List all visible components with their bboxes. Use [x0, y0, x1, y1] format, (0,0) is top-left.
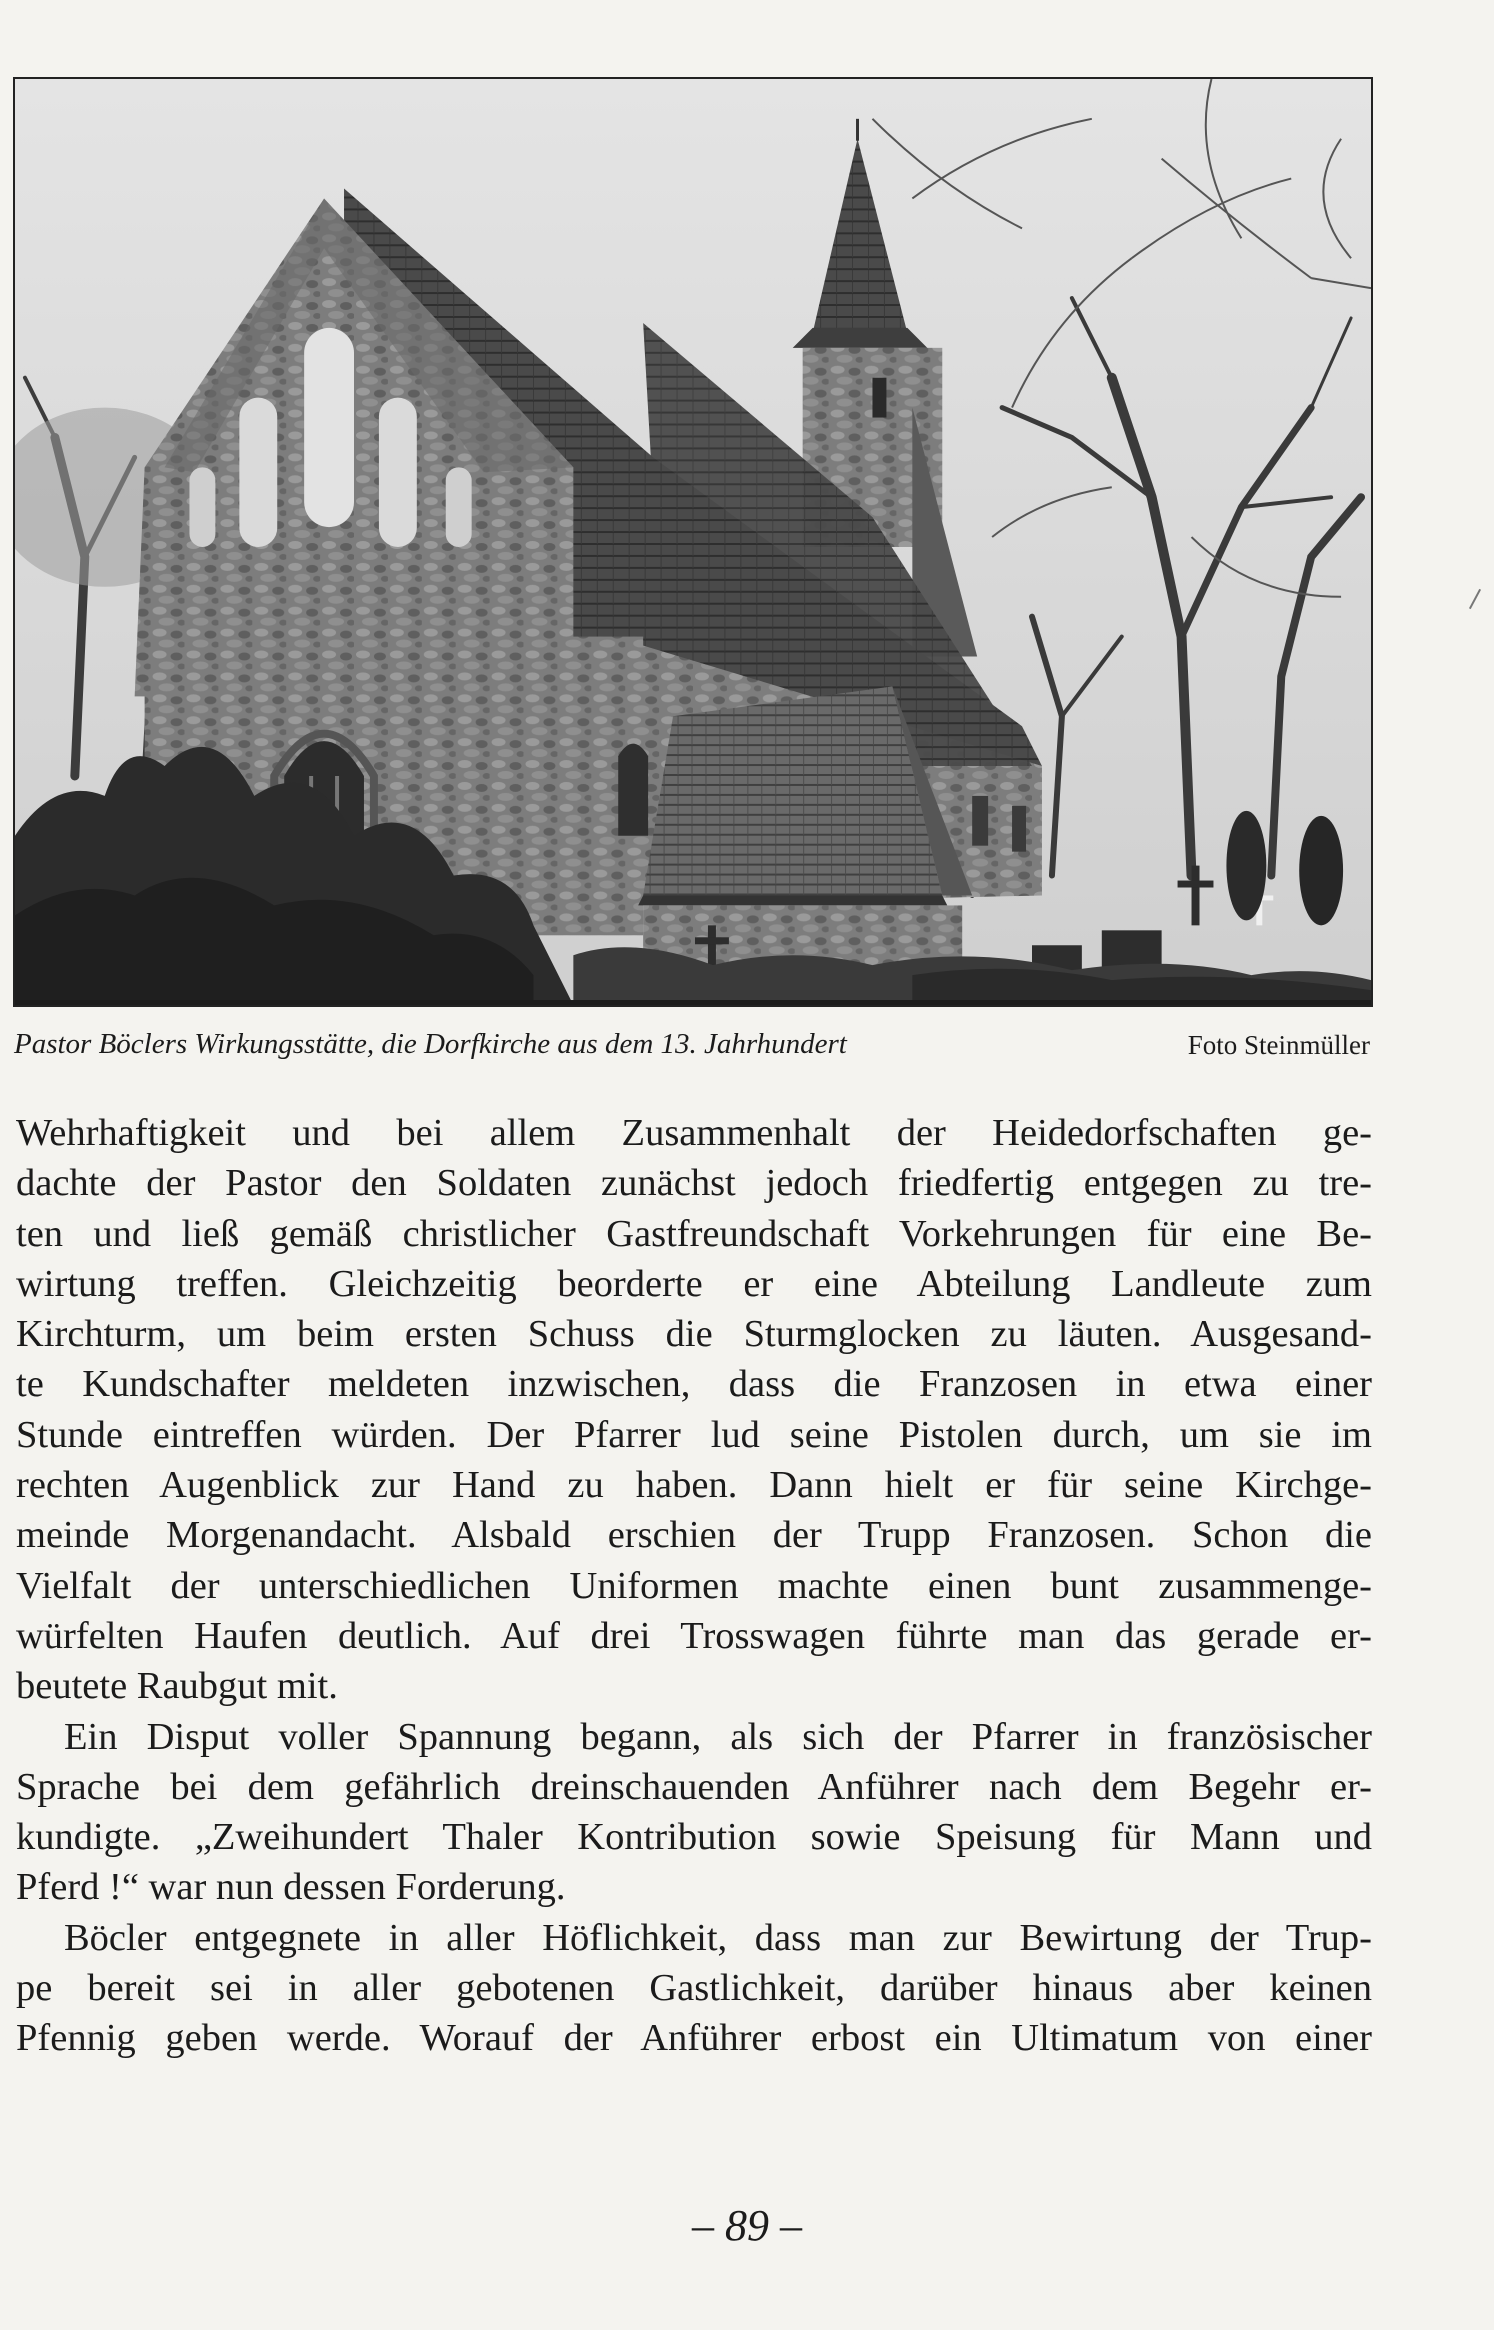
text-line: meinde Morgenandacht. Alsbald erschien der Trupp Franzosen. Schon die [16, 1514, 1372, 1557]
text-line: Ein Disput voller Spannung begann, als sich der Pfarrer in französischer [64, 1715, 1372, 1758]
text-line: Sprache bei dem gefährlich dreinschauenden Anführer nach dem Begehr er- [16, 1765, 1372, 1808]
text-line: pe bereit sei in aller gebotenen Gastlichkeit, darüber hinaus aber keinen [16, 1967, 1372, 2010]
text-line: Pferd !“ war nun dessen Forderung. [16, 1866, 566, 1909]
text-line: Vielfalt der unterschiedlichen Uniformen machte einen bunt zusammenge- [16, 1564, 1372, 1607]
body-text [16, 1108, 1372, 2064]
text-line: rechten Augenblick zur Hand zu haben. Dann hielt er für seine Kirchge- [16, 1464, 1372, 1507]
text-line: würfelten Haufen deutlich. Auf drei Trosswagen führte man das gerade er- [16, 1614, 1372, 1657]
text-line: dachte der Pastor den Soldaten zunächst jedoch friedfertig entgegen zu tre- [16, 1162, 1372, 1205]
page-number: – 89 – [692, 2201, 802, 2250]
scan-mark [1469, 589, 1481, 609]
church-photo [13, 77, 1373, 1007]
text-line: Wehrhaftigkeit und bei allem Zusammenhalt der Heidedorfschaften ge- [16, 1112, 1372, 1154]
text-line: ten und ließ gemäß christlicher Gastfreundschaft Vorkehrungen für eine Be- [16, 1212, 1372, 1255]
text-line: beutete Raubgut mit. [16, 1665, 338, 1708]
text-line: kundigte. „Zweihundert Thaler Kontribution sowie Speisung für Mann und [16, 1816, 1372, 1859]
church-illustration [15, 79, 1371, 1005]
figure-caption [14, 1024, 1372, 1070]
photo-credit: Foto Steinmüller [1187, 1030, 1370, 1060]
text-line: Böcler entgegnete in aller Höflichkeit, dass man zur Bewirtung der Trup- [64, 1916, 1372, 1959]
text-line: wirtung treffen. Gleichzeitig beorderte er eine Abteilung Landleute zum [16, 1262, 1372, 1305]
text-line: Pfennig geben werde. Worauf der Anführer erbost ein Ultimatum von einer [16, 2017, 1372, 2060]
text-line: Stunde eintreffen würden. Der Pfarrer lud seine Pistolen durch, um sie im [16, 1413, 1372, 1456]
text-line: Kirchturm, um beim ersten Schuss die Sturmglocken zu läuten. Ausgesand- [16, 1313, 1372, 1356]
text-line: te Kundschafter meldeten inzwischen, dass die Franzosen in etwa einer [16, 1363, 1372, 1406]
caption-text: Pastor Böclers Wirkungsstätte, die Dorfkirche aus dem 13. Jahrhundert [14, 1028, 847, 1060]
